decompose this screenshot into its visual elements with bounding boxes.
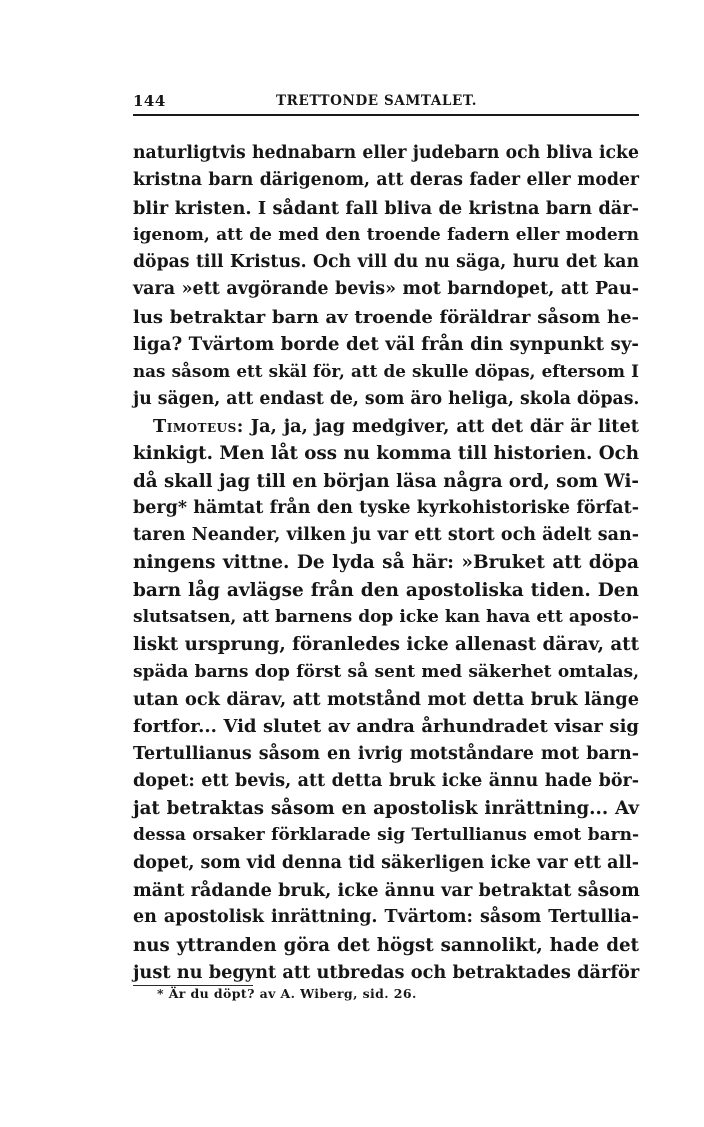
text-line: nus yttranden göra det högst sannolikt, hade det [133,934,639,956]
text-line: dessa orsaker förklarade sig Tertullianus emot barn- [133,825,639,846]
text-line: just nu begynt att utbredas och betraktades därför [133,961,640,983]
text-line: döpas till Kristus. Och vill du nu säga, huru det kan [133,252,639,273]
text-line: taren Neander, vilken ju var ett stort och ädelt san- [133,525,639,546]
text-line: mänt rådande bruk, icke ännu var betraktat såsom [133,880,640,902]
text-line: lus betraktar barn av troende föräldrar såsom he- [133,306,639,328]
text-line: jat betraktas såsom en apostolisk inrättning... Av [133,798,639,820]
text-line: liga? Tvärtom borde det väl från din synpunkt sy- [133,334,639,356]
text-line: kristna barn därigenom, att deras fader eller moder [133,170,639,191]
text-line: barn låg avlägse från den apostoliska tiden. Den [133,579,639,601]
text-line [133,413,639,440]
speaker-name: Timoteus: [153,415,244,437]
text-line: fortfor... Vid slutet av andra århundradet visar sig [133,716,639,738]
text-line: ju sägen, att endast de, som äro heliga, skola döpas. [133,388,640,409]
text-line: kinkigt. Men låt oss nu komma till historien. Och [133,443,639,465]
paragraph [133,140,639,413]
text-line: dopet, som vid denna tid säkerligen icke var ett all- [133,852,640,873]
text-line: späda barns dop först så sent med säkerhet omtalas, [133,661,639,682]
paragraph [133,413,639,986]
text-line: slutsatsen, att barnens dop icke kan hava ett aposto- [133,607,639,628]
text-line: vara »ett avgörande bevis» mot barndopet, att Pau- [133,279,639,300]
footnote: * Är du döpt? av A. Wiberg, sid. 26. [157,986,417,1001]
text-line: dopet: ett bevis, att detta bruk icke ännu hade bör- [133,770,639,791]
running-head: TRETTONDE SAMTALET. [276,93,478,109]
text-line: ningens vittne. De lyda så här: »Bruket att döpa [133,552,639,574]
text-line: Tertullianus såsom en ivrig motståndare mot barn- [133,743,639,764]
text-line: naturligtvis hednabarn eller judebarn och bliva icke [133,143,639,163]
text-line: igenom, att de med den troende fadern eller modern [133,224,639,245]
text-line: berg* hämtat från den tyske kyrkohistoriske förfat- [133,497,639,518]
body-text [133,140,639,986]
page-header [133,92,639,116]
text-line: då skall jag till en början läsa några ord, som Wi- [133,470,639,492]
speaker-line: Ja, ja, jag medgiver, att det där är litet [250,415,639,437]
page-number: 144 [133,92,166,110]
text-line: en apostolisk inrättning. Tvärtom: såsom Tertullia- [133,907,639,928]
text-line: utan ock därav, att motstånd mot detta bruk länge [133,688,639,710]
text-line: liskt ursprung, föranledes icke allenast därav, att [133,634,640,656]
text-line: blir kristen. I sådant fall bliva de kristna barn där- [133,197,639,219]
text-line: nas såsom ett skäl för, att de skulle döpas, eftersom I [133,361,639,382]
